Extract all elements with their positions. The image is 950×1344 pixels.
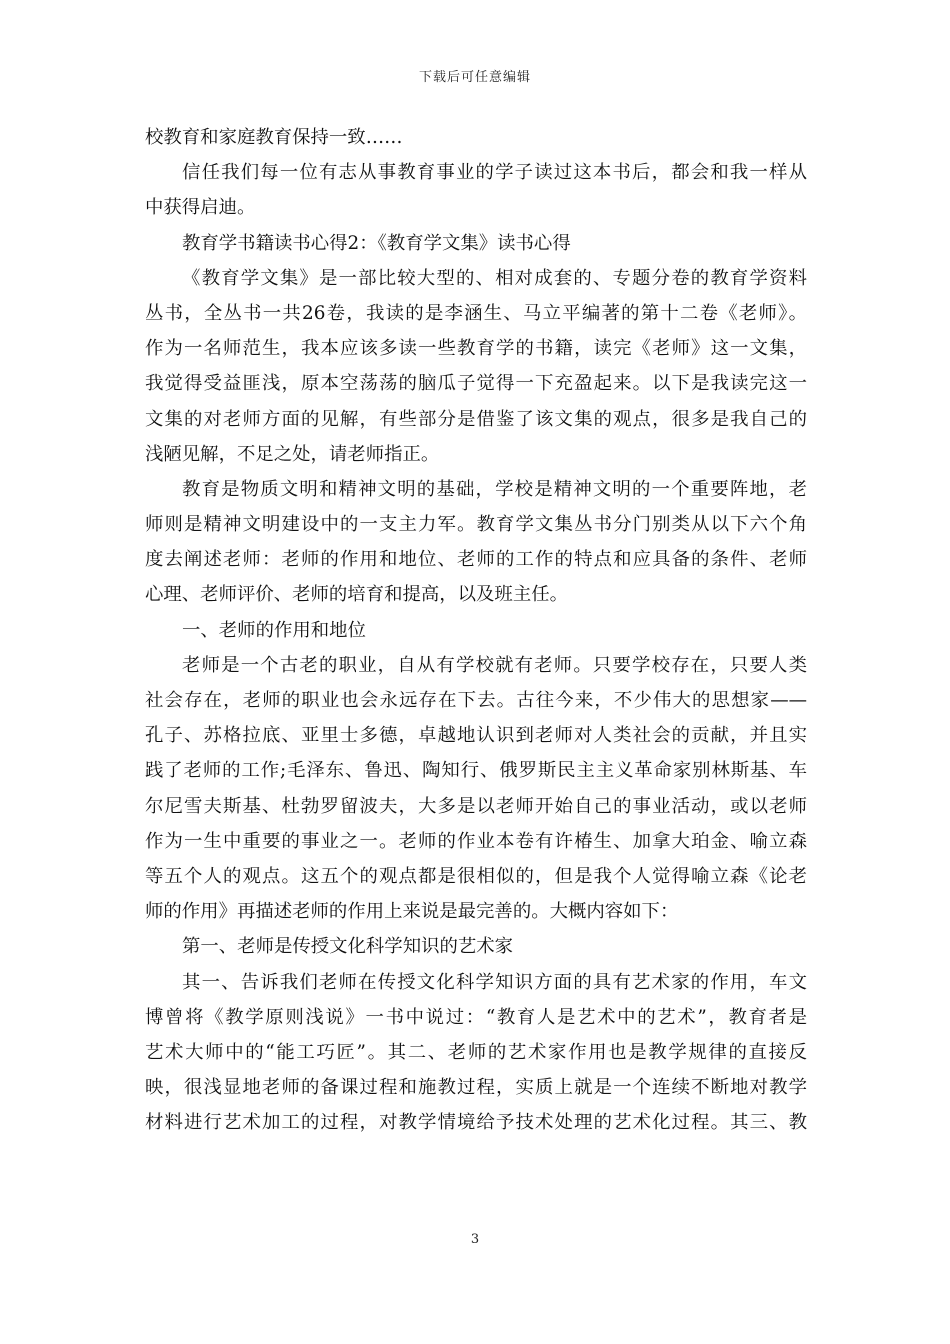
text-line: 中获得启迪。 bbox=[145, 197, 256, 219]
text-line: 教育是物质文明和精神文明的基础，学校是精神文明的一个重要阵地，老 bbox=[182, 478, 807, 500]
text-line: 尔尼雪夫斯基、杜勃罗留波夫，大多是以老师开始自己的事业活动，或以老师 bbox=[145, 795, 807, 817]
text-line: 文集的对老师方面的见解，有些部分是借鉴了该文集的观点，很多是我自己的 bbox=[145, 408, 807, 430]
text-line: 材料进行艺术加工的过程，对教学情境给予技术处理的艺术化过程。其三、教 bbox=[145, 1112, 807, 1134]
text-line: 丛书，全丛书一共26卷，我读的是李涵生、马立平编著的第十二卷《老师》。 bbox=[145, 302, 807, 324]
page-number: 3 bbox=[470, 1232, 480, 1247]
text-line: 心理、老师评价、老师的培育和提高，以及班主任。 bbox=[145, 584, 568, 606]
text-line: 博曾将《教学原则浅说》一书中说过：“教育人是艺术中的艺术”，教育者是 bbox=[145, 1006, 807, 1028]
text-line: 孔子、苏格拉底、亚里士多德，卓越地认识到老师对人类社会的贡献，并且实 bbox=[145, 725, 807, 747]
text-line: 作为一名师范生，我本应该多读一些教育学的书籍，读完《老师》这一文集， bbox=[145, 338, 807, 360]
text-line: 其一、告诉我们老师在传授文化科学知识方面的具有艺术家的作用，车文 bbox=[182, 971, 807, 993]
text-line: 艺术大师中的“能工巧匠”。其二、老师的艺术家作用也是教学规律的直接反 bbox=[145, 1041, 807, 1063]
text-line: 信任我们每一位有志从事教育事业的学子读过这本书后，都会和我一样从 bbox=[182, 162, 807, 184]
text-line: 我觉得受益匪浅，原本空荡荡的脑瓜子觉得一下充盈起来。以下是我读完这一 bbox=[145, 373, 807, 395]
text-line: 第一、老师是传授文化科学知识的艺术家 bbox=[182, 936, 514, 958]
text-line: 师的作用》再描述老师的作用上来说是最完善的。大概内容如下： bbox=[145, 901, 679, 923]
text-line: 作为一生中重要的事业之一。老师的作业本卷有许椿生、加拿大珀金、喻立森 bbox=[145, 830, 807, 852]
text-line: 度去阐述老师：老师的作用和地位、老师的工作的特点和应具备的条件、老师 bbox=[145, 549, 807, 571]
text-line: 映，很浅显地老师的备课过程和施教过程，实质上就是一个连续不断地对教学 bbox=[145, 1077, 807, 1099]
text-line: 一、老师的作用和地位 bbox=[182, 619, 366, 641]
text-line: 社会存在，老师的职业也会永远存在下去。古往今来，不少伟大的思想家—— bbox=[145, 690, 807, 711]
text-line: 校教育和家庭教育保持一致…… bbox=[145, 127, 403, 148]
text-line: 《教育学文集》是一部比较大型的、相对成套的、专题分卷的教育学资料 bbox=[182, 267, 807, 289]
text-line: 教育学书籍读书心得2：《教育学文集》读书心得 bbox=[182, 232, 571, 254]
text-line: 师则是精神文明建设中的一支主力军。教育学文集丛书分门别类从以下六个角 bbox=[145, 514, 807, 536]
text-line: 等五个人的观点。这五个的观点都是很相似的，但是我个人觉得喻立森《论老 bbox=[145, 865, 807, 887]
document-body bbox=[145, 120, 807, 1140]
text-line: 浅陋见解，不足之处，请老师指正。 bbox=[145, 443, 440, 465]
text-line: 老师是一个古老的职业，自从有学校就有老师。只要学校存在，只要人类 bbox=[182, 654, 807, 676]
text-line: 践了老师的工作;毛泽东、鲁迅、陶知行、俄罗斯民主主义革命家别林斯基、车 bbox=[145, 760, 807, 782]
page-header: 下载后可任意编辑 bbox=[418, 70, 531, 85]
